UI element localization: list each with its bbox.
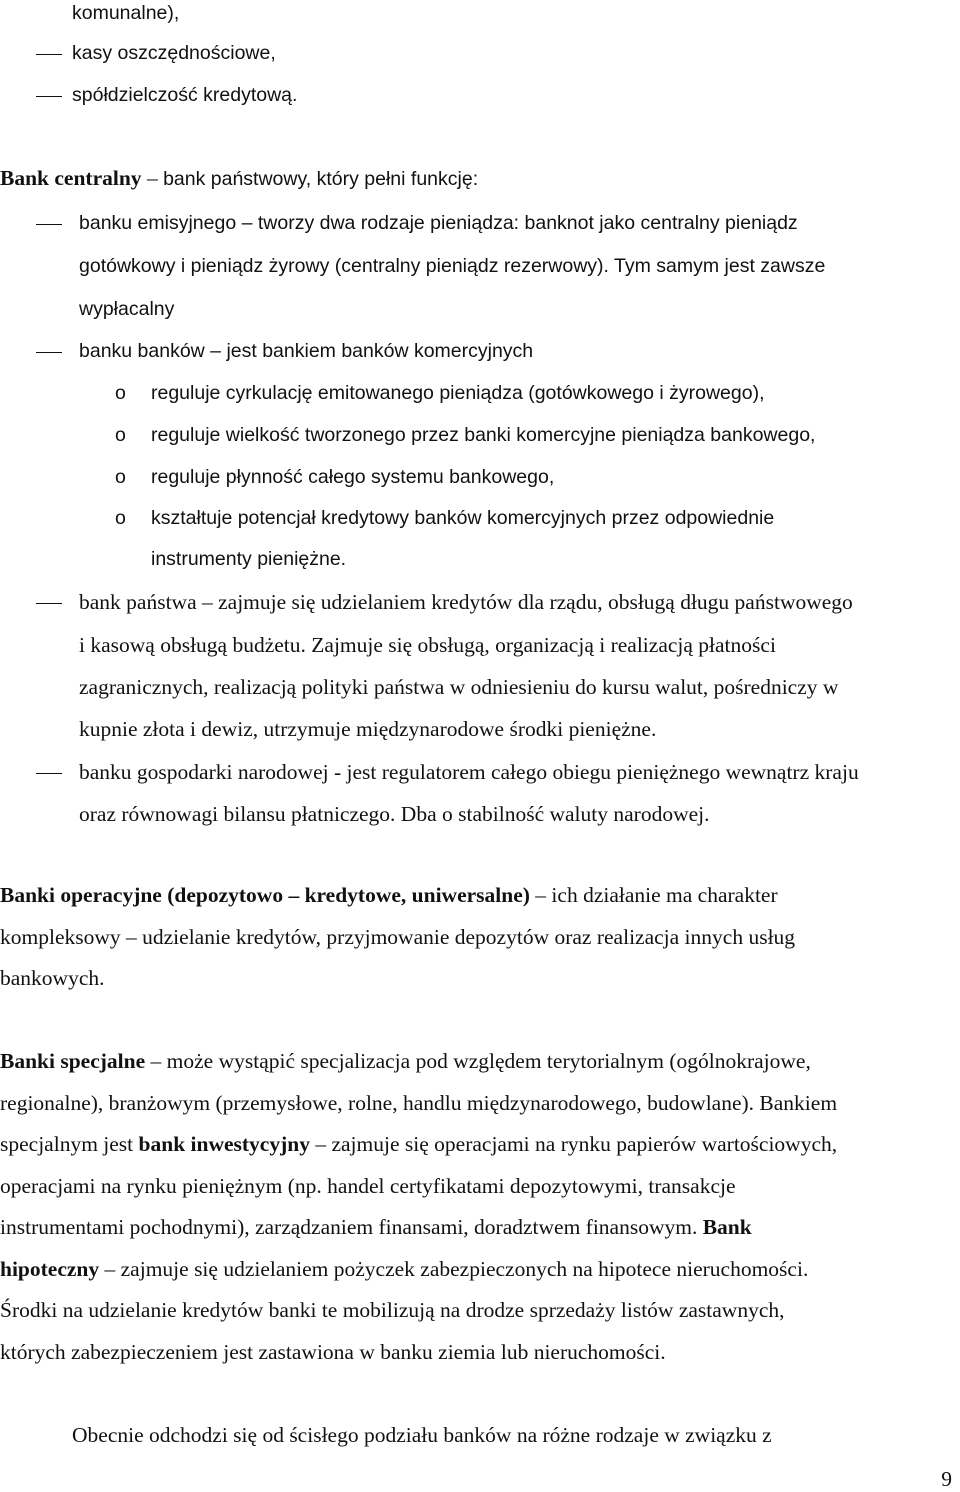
special-banks-line-7: Środki na udzielanie kredytów banki te mobilizują na drodze sprzedaży listów zastawnych, [0,1298,785,1322]
special-banks-line-5: instrumentami pochodnymi), zarządzaniem finansami, doradztwem finansowym. Bank [0,1215,752,1239]
sub-item-1: reguluje cyrkulację emitowanego pieniądza (gotówkowego i żyrowego), [151,382,765,404]
special-banks-line-6: hipoteczny – zajmuje się udzielaniem pożyczek zabezpieczonych na hipotece nieruchomości. [0,1257,809,1281]
central-bank-intro-text: bank państwowy, który pełni funkcję: [163,168,479,190]
sub-item-4-line-2: instrumenty pieniężne. [151,548,347,570]
central-item-3-line-3: zagranicznych, realizacją polityki państwa w odniesieniu do kursu walut, pośredniczy w [79,675,839,699]
sub-item-3: reguluje płynność całego systemu bankowego, [151,466,555,488]
sub-item-2: reguluje wielkość tworzonego przez banki komercyjne pieniądza bankowego, [151,424,816,446]
investment-bank-term: bank inwestycyjny [138,1132,310,1156]
list-item: kasy oszczędnościowe, [72,42,276,64]
circle-bullet: o [115,466,126,488]
page-number: 9 [941,1467,952,1491]
operational-banks-title: Banki operacyjne (depozytowo – kredytowe, uniwersalne) [0,883,530,907]
list-continuation-text: komunalne), [72,2,180,24]
central-item-3-line-2: i kasową obsługą budżetu. Zajmuje się obsługą, organizacją i realizacją płatności [79,633,776,657]
central-bank-intro [0,165,478,192]
special-banks-line-2: regionalne), branżowym (przemysłowe, rolne, handlu międzynarodowego, budowlane). Bankiem [0,1091,838,1115]
special-banks-title: Banki specjalne [0,1049,146,1073]
central-item-4-line-2: oraz równowagi bilansu płatniczego. Dba o stabilność waluty narodowej. [79,802,710,826]
special-banks-line-3: specjalnym jest bank inwestycyjny – zajmuje się operacjami na rynku papierów wartościowych, [0,1132,838,1156]
dash-bullet [36,96,62,97]
closing-paragraph-line-1: Obecnie odchodzi się od ścisłego podziału banków na różne rodzaje w związku z [72,1423,772,1447]
mortgage-bank-term-part-1: Bank [702,1215,752,1239]
special-banks-line-4: operacjami na rynku pieniężnym (np. handel certyfikatami depozytowymi, transakcje [0,1174,736,1198]
special-banks-line-8: których zabezpieczeniem jest zastawiona w banku ziemia lub nieruchomości. [0,1340,666,1364]
central-item-3-line-4: kupnie złota i dewiz, utrzymuje międzynarodowe środki pieniężne. [79,717,657,741]
list-item: spółdzielczość kredytową. [72,84,298,106]
dash-bullet [36,224,62,225]
dash-bullet [36,54,62,55]
central-item-1-line-2: gotówkowy i pieniądz żyrowy (centralny pieniądz rezerwowy). Tym samym jest zawsze [79,255,826,277]
dash-bullet [36,773,62,774]
mortgage-bank-term-part-2: hipoteczny [0,1257,100,1281]
operational-banks-line-2: kompleksowy – udzielanie kredytów, przyjmowanie depozytów oraz realizacja innych usług [0,925,796,949]
central-item-2: banku banków – jest bankiem banków komercyjnych [79,340,534,362]
circle-bullet: o [115,424,126,446]
special-banks-line-1: Banki specjalne – może wystąpić specjalizacja pod względem terytorialnym (ogólnokrajowe, [0,1049,811,1073]
sub-item-4-line-1: kształtuje potencjał kredytowy banków komercyjnych przez odpowiednie [151,507,775,529]
central-bank-title: Bank centralny [0,166,142,190]
dash-separator: – [141,166,164,190]
central-item-4-line-1: banku gospodarki narodowej - jest regulatorem całego obiegu pieniężnego wewnątrz kraju [79,760,859,784]
central-item-1-line-3: wypłacalny [79,298,175,320]
circle-bullet: o [115,382,126,404]
circle-bullet: o [115,507,126,529]
operational-banks-line-1: Banki operacyjne (depozytowo – kredytowe, uniwersalne) – ich działanie ma charakter [0,883,778,907]
operational-banks-line-3: bankowych. [0,966,105,990]
dash-bullet [36,352,62,353]
central-item-3-line-1: bank państwa – zajmuje się udzielaniem kredytów dla rządu, obsługą długu państwowego [79,590,853,614]
central-item-1-line-1: banku emisyjnego – tworzy dwa rodzaje pieniądza: banknot jako centralny pieniądz [79,212,798,234]
dash-bullet [36,603,62,604]
